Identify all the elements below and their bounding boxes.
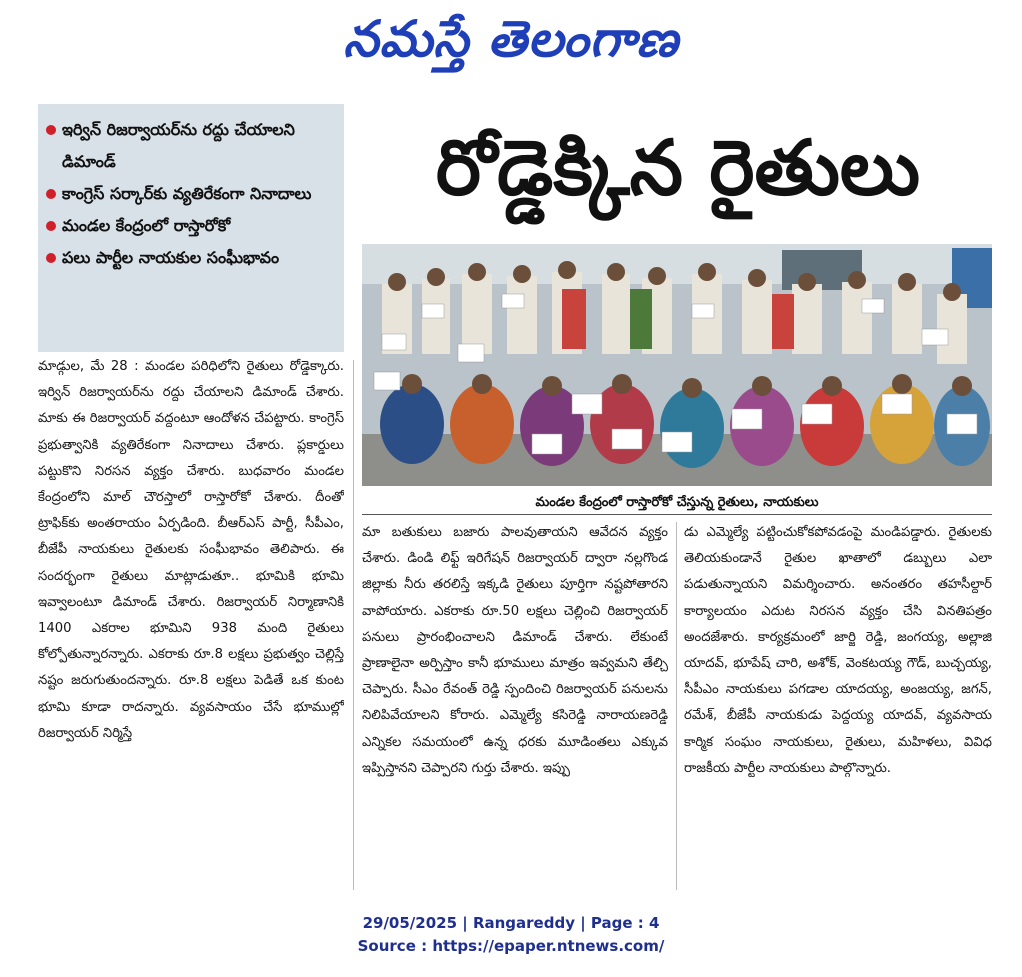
caption-divider xyxy=(362,514,992,515)
protest-photo-image xyxy=(362,244,992,486)
article-column-3: డు ఎమ్మెల్యే పట్టించుకోకపోవడంపై మండిపడ్డారు. రైతులకు తెలియకుండానే రైతుల ఖాతాలో డబ్బులు ఎలా పడుతున్నాయని విమర్శించారు. అనంతరం తహసీల్దార్ కార్యాలయం ఎదుట నిరసన వ్యక్తం చేసి వినతిపత్రం అందజేశారు. కార్యక్రమంలో జార్జి రెడ్డి, జంగయ్య, అల్లాజి యాదవ్, భూపేష్ చారి, అశోక్, వెంకటయ్య గౌడ్, బుచ్చయ్య, సీపీఎం నాయకులు పగడాల యాదయ్య, అంజయ్య, జగన్, రమేశ్, బీజేపీ నాయకుడు పెద్దయ్య యాదవ్, వ్యవసాయ కార్మిక సంఘం నాయకులు, రైతులు, మహిళలు, వివిధ రాజకీయ పార్టీల నాయకులు పాల్గొన్నారు. xyxy=(684,525,992,776)
bullet-dot-icon xyxy=(46,253,56,263)
footer-source[interactable]: Source : https://epaper.ntnews.com/ xyxy=(357,937,665,955)
footer-edition-info: 29/05/2025 | Rangareddy | Page : 4 xyxy=(362,914,660,932)
article-column-2: మా బతుకులు బజారు పాలవుతాయని ఆవేదన వ్యక్తం చేశారు. డిండి లిఫ్ట్ ఇరిగేషన్ రిజర్వాయర్ ద్వారా నల్లగొండ జిల్లాకు నీరు తరలిస్తే ఇక్కడి రైతులు పూర్తిగా నష్టపోతారని వాపోయారు. ఎకరాకు రూ.50 లక్షలు చెల్లించి రిజర్వాయర్ పనులు ప్రారంభించాలని డిమాండ్ చేశారు. లేకుంటే ప్రాణాలైనా అర్పిస్తాం కానీ భూములు మాత్రం ఇవ్వమని తేల్చి చెప్పారు. సీఎం రేవంత్ రెడ్డి స్పందించి రిజర్వాయర్ పనులను నిలిపివేయాలని కోరారు. ఎమ్మెల్యే కసిరెడ్డి నారాయణరెడ్డి ఎన్నికల సమయంలో ఉన్న ధరకు మూడింతలు ఎక్కువ ఇప్పిస్తానని చెప్పారని గుర్తు చేశారు. ఇప్పు xyxy=(362,525,668,776)
article-column-1: మాడ్గుల, మే 28 : మండల పరిధిలోని రైతులు రోడ్డెక్కారు. ఇర్విన్ రిజర్వాయర్‌ను రద్దు చేయాలని డిమాండ్ చేశారు. మాకు ఈ రిజర్వాయర్ వద్దంటూ ఆందోళన చేపట్టారు. కాంగ్రెస్ ప్రభుత్వానికి వ్యతిరేకంగా నినాదాలు చేశారు. ప్లకార్డులు పట్టుకొని నిరసన వ్యక్తం చేశారు. బుధవారం మండల కేంద్రంలోని మాల్ చౌరస్తాలో రాస్తారోకో చేశారు. దీంతో ట్రాఫిక్‌కు అంతరాయం ఏర్పడింది. బీఆర్ఎస్ పార్టీ, సీపీఎం, బీజేపీ నాయకులు రైతులకు సంఘీభావం తెలిపారు. ఈ సందర్భంగా రైతులు మాట్లాడుతూ.. భూమికి భూమి ఇవ్వాలంటూ డిమాండ్ చేశారు. రిజర్వాయర్ నిర్మాణానికి 1400 ఎకరాల భూమిని 938 మంది రైతులు కోల్పోతున్నారన్నారు. ఎకరాకు రూ.8 లక్షలు ప్రభుత్వం చెల్లిస్తే నష్టం జరుగుతుందన్నారు. రూ.8 లక్షలు పెడితే ఒక కుంట భూమి కూడా రాదన్నారు. వ్యవసాయం చేసే భూముల్లో రిజర్వాయర్ నిర్మిస్తే xyxy=(38,359,344,741)
column-divider xyxy=(676,522,677,890)
highlight-item: కాంగ్రెస్ సర్కార్‌కు వ్యతిరేకంగా నినాదాలు xyxy=(46,178,334,210)
masthead xyxy=(0,4,1022,74)
highlight-item: పలు పార్టీల నాయకుల సంఘీభావం xyxy=(46,242,334,274)
masthead-title: నమస్తే తెలంగాణ xyxy=(343,10,679,68)
bullet-dot-icon xyxy=(46,189,56,199)
bullet-dot-icon xyxy=(46,221,56,231)
photo-caption: మండల కేంద్రంలో రాస్తారోకో చేస్తున్న రైతులు, నాయకులు xyxy=(535,495,819,510)
highlight-item: మండల కేంద్రంలో రాస్తారోకో xyxy=(46,210,334,242)
column-divider xyxy=(353,360,354,890)
news-photo xyxy=(362,244,992,486)
bullet-dot-icon xyxy=(46,125,56,135)
headline: రోడ్డెక్కిన రైతులు xyxy=(435,123,921,212)
highlights-box xyxy=(38,104,344,352)
highlight-item: ఇర్విన్ రిజర్వాయర్‌ను రద్దు చేయాలని డిమాండ్ xyxy=(46,114,334,178)
